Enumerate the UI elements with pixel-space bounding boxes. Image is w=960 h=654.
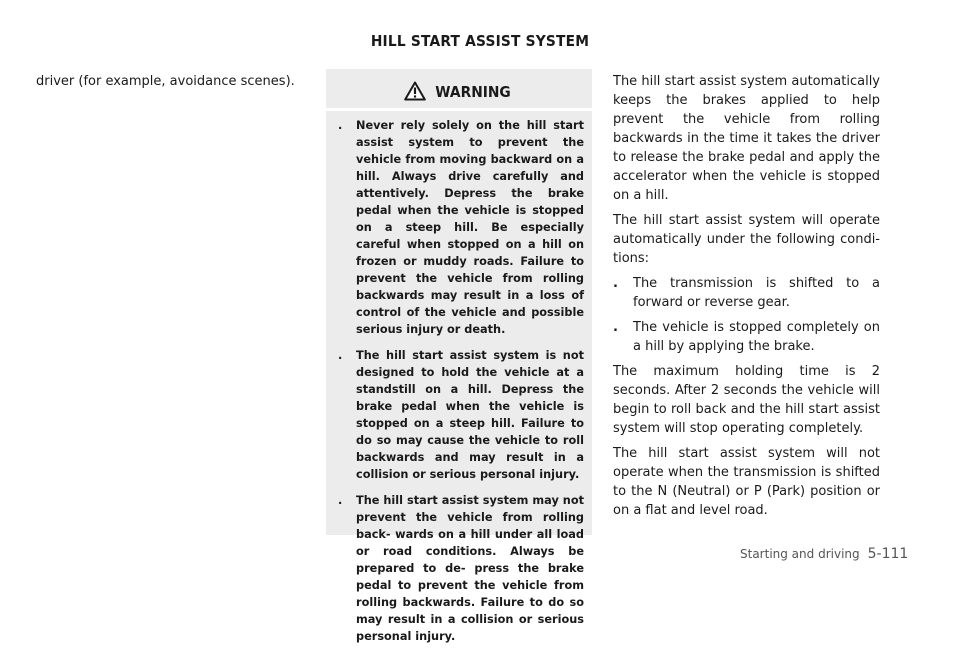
paragraph-intro: The hill start assist system automatically keeps the brakes applied to help prevent the vehicle from rolling backwards in the time it takes the driver to release the brake pedal and apply the accelerator when the vehicle is stopped on a hill. (613, 74, 880, 203)
condition-item (613, 274, 880, 312)
bullet: . (613, 320, 618, 335)
condition-text: The transmission is shifted to a forward or reverse gear. (633, 276, 880, 310)
condition-text: The vehicle is stopped completely on a hill by applying the brake. (633, 320, 880, 354)
bullet: . (338, 119, 343, 132)
page-number: 5-111 (867, 546, 909, 562)
warning-item-text: The hill start assist system may not prevent the vehicle from rolling back- wards on a hill under all load or road conditions. Always be prepared to de- press the brake pedal to prevent the vehicle from rolling backwards. Failure to do so may result in a collision or serious personal injury. (356, 494, 584, 643)
paragraph-not-operate: The hill start assist system will not operate when the transmission is shifted to the N (Neutral) or P (Park) position or on a flat and level road. (613, 446, 880, 518)
bullet: . (338, 349, 343, 362)
warning-triangle-icon (404, 81, 426, 101)
paragraph-conditions: The hill start assist system will operate automatically under the following condi- tions: (613, 213, 880, 266)
continued-text: driver (for example, avoidance scenes). (36, 74, 295, 89)
warning-item-text: Never rely solely on the hill start assist system to prevent the vehicle from moving backward on a hill. Always drive carefully and attentively. Depress the brake pedal when the vehicle is stopped on a steep hill. Be especially careful when stopped on a hill on frozen or muddy roads. Failure to prevent the vehicle from rolling backwards may result in a loss of control of the vehicle and possible serious injury or death. (356, 119, 584, 336)
warning-item (336, 347, 584, 483)
warning-item (336, 117, 584, 338)
warning-item (336, 492, 584, 645)
warning-header (326, 81, 592, 103)
warning-list (336, 117, 584, 654)
warning-divider (326, 108, 592, 111)
right-column (613, 72, 880, 526)
warning-title: WARNING (435, 83, 511, 101)
warning-item-text: The hill start assist system is not designed to hold the vehicle at a standstill on a hill. Depress the brake pedal when the vehicle is stopped on a steep hill. Failure to do so may cause the vehicle to roll backwards and may result in a collision or serious personal injury. (356, 349, 584, 481)
bullet: . (338, 494, 343, 507)
conditions-list (613, 274, 880, 356)
left-column (36, 72, 306, 91)
condition-item (613, 318, 880, 356)
page-footer (740, 546, 920, 562)
warning-box (326, 69, 592, 643)
bullet: . (613, 276, 618, 291)
chapter-name: Starting and driving (740, 547, 860, 561)
paragraph-holding-time: The maximum holding time is 2 seconds. After 2 seconds the vehicle will begin to roll back and the hill start assist system will stop operating completely. (613, 364, 880, 436)
section-title: HILL START ASSIST SYSTEM (370, 32, 590, 50)
